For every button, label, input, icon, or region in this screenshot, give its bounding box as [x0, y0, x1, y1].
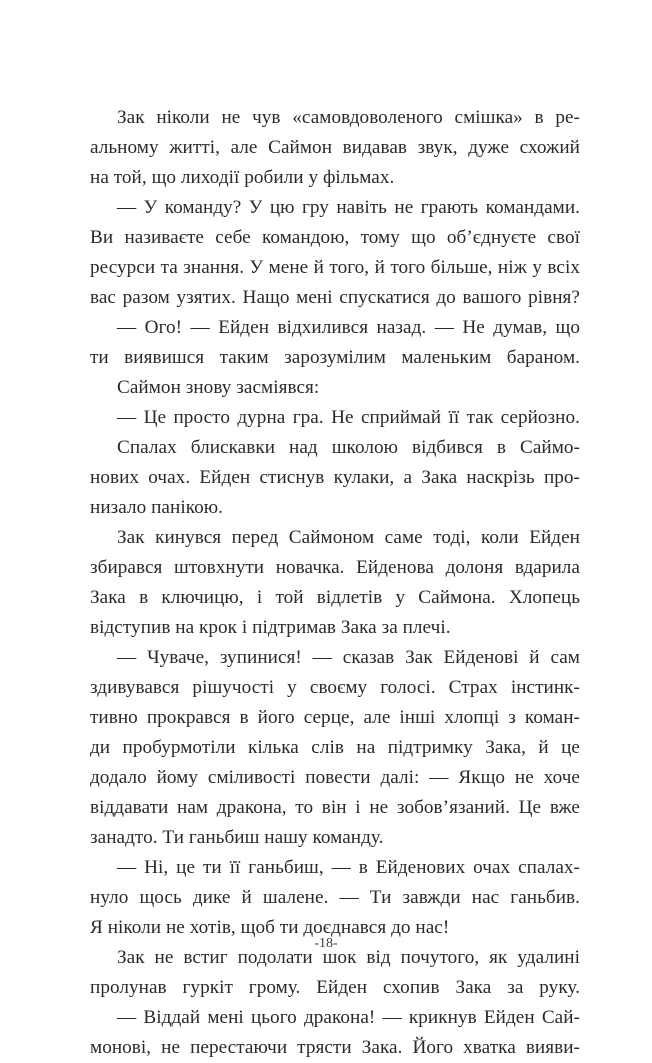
text-line: — Це просто дурна гра. Не сприймай її так серйозно. — [117, 407, 580, 428]
text-line: — Ого! — Ейден відхилився назад. — Не думав, що — [117, 317, 580, 338]
text-line: Спалах блискавки над школою відбився в Саймо- — [117, 437, 580, 458]
text-line: Ви називаєте себе командою, тому що об’єднуєте свої — [90, 227, 580, 248]
text-line: ти виявишся таким зарозумілим маленьким бараном. — [90, 347, 580, 368]
text-line: здивувався рішучості у своєму голосі. Страх інстинк- — [90, 677, 580, 698]
text-line: — Віддай мені цього дракона! — крикнув Ейден Сай- — [117, 1007, 580, 1028]
text-line: — У команду? У цю гру навіть не грають командами. — [117, 197, 580, 218]
text-line: Зак кинувся перед Саймоном саме тоді, коли Ейден — [117, 527, 580, 548]
text-line: альному житті, але Саймон видавав звук, дуже схожий — [90, 137, 580, 158]
text-line: Зака в ключицю, і той відлетів у Саймона. Хлопець — [90, 587, 580, 608]
text-line: відступив на крок і підтримав Зака за плечі. — [90, 617, 451, 638]
text-line: Саймон знову засміявся: — [117, 377, 320, 398]
text-line: вас разом узятих. Нащо мені спускатися до вашого рівня? — [90, 287, 580, 308]
text-line: занадто. Ти ганьбиш нашу команду. — [90, 827, 384, 848]
text-line: — Чуваче, зупинися! — сказав Зак Ейденові й сам — [117, 647, 580, 668]
text-line: монові, не перестаючи трясти Зака. Його хватка вияви- — [90, 1037, 580, 1058]
text-line: пролунав гуркіт грому. Ейден схопив Зака за руку. — [90, 977, 580, 998]
text-line: нуло щось дике й шалене. — Ти завжди нас ганьбив. — [90, 887, 580, 908]
text-line: нових очах. Ейден стиснув кулаки, а Зака наскрізь про- — [90, 467, 580, 488]
text-line: Зак ніколи не чув «самовдоволеного смішка» в ре- — [117, 107, 580, 128]
text-line: збирався штовхнути новачка. Ейденова долоня вдарила — [90, 557, 580, 578]
text-line: тивно прокрався в його серце, але інші хлопці з коман- — [90, 707, 580, 728]
text-line: на той, що лиходії робили у фільмах. — [90, 167, 395, 188]
text-line: ди пробурмотіли кілька слів на підтримку Зака, й це — [90, 737, 580, 758]
text-line: віддавати нам дракона, то він і не зобов’язаний. Це вже — [90, 797, 580, 818]
page-number: -18- — [314, 936, 338, 951]
text-line: ресурси та знання. У мене й того, й того більше, ніж у всіх — [90, 257, 580, 278]
text-line: — Ні, це ти її ганьбиш, — в Ейденових очах спалах- — [117, 857, 580, 878]
text-line: Я ніколи не хотів, щоб ти доєднався до нас! — [90, 917, 450, 938]
body-text — [90, 103, 580, 1063]
text-line: Зак не встиг подолати шок від почутого, як удалині — [117, 947, 580, 968]
text-line: додало йому сміливості повести далі: — Якщо не хоче — [90, 767, 580, 788]
text-line: низало панікою. — [90, 497, 223, 518]
